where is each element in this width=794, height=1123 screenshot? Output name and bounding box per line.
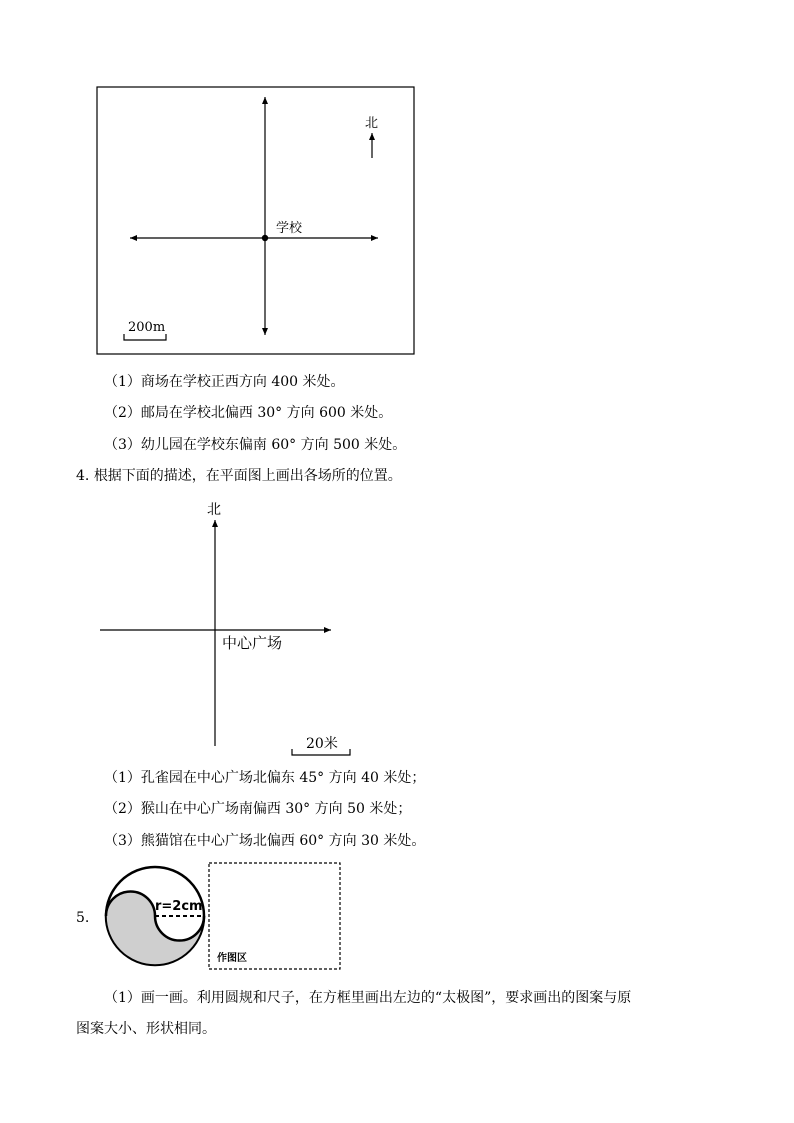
- scale-label: 200m: [128, 320, 166, 335]
- q4-number: 4.: [76, 468, 90, 484]
- drawing-area[interactable]: [208, 862, 342, 972]
- scale-label: 20米: [306, 736, 338, 752]
- north-label: 北: [365, 116, 379, 131]
- q5-number: 5.: [76, 910, 90, 926]
- q3-item-1: （1）商场在学校正西方向 400 米处。: [104, 374, 345, 390]
- school-map-figure: [96, 86, 416, 356]
- school-point: [262, 235, 268, 241]
- q4-item-3: （3）熊猫馆在中心广场北偏西 60° 方向 30 米处。: [104, 833, 426, 849]
- q4-item-2: （2）猴山在中心广场南偏西 30° 方向 50 米处；: [104, 801, 412, 817]
- q4-prompt: [76, 466, 402, 486]
- center-label: 中心广场: [222, 634, 283, 652]
- school-label: 学校: [276, 221, 303, 236]
- q3-item-2: （2）邮局在学校北偏西 30° 方向 600 米处。: [104, 405, 393, 421]
- central-square-figure: [96, 496, 366, 760]
- radius-label: r=2cm: [155, 899, 203, 914]
- q5-item-1-line-2: 图案大小、形状相同。: [76, 1021, 216, 1037]
- q3-item-3: （3）幼儿园在学校东偏南 60° 方向 500 米处。: [104, 437, 407, 453]
- q4-item-1: （1）孔雀园在中心广场北偏东 45° 方向 40 米处；: [104, 770, 426, 786]
- taiji-figure: [103, 864, 209, 970]
- q4-prompt-text: 根据下面的描述，在平面图上画出各场所的位置。: [93, 468, 402, 484]
- north-label: 北: [207, 502, 221, 518]
- drawing-area-label: 作图区: [217, 953, 247, 964]
- q5-item-1-line-1: （1）画一画。利用圆规和尺子，在方框里画出左边的“太极图”，要求画出的图案与原: [104, 990, 632, 1006]
